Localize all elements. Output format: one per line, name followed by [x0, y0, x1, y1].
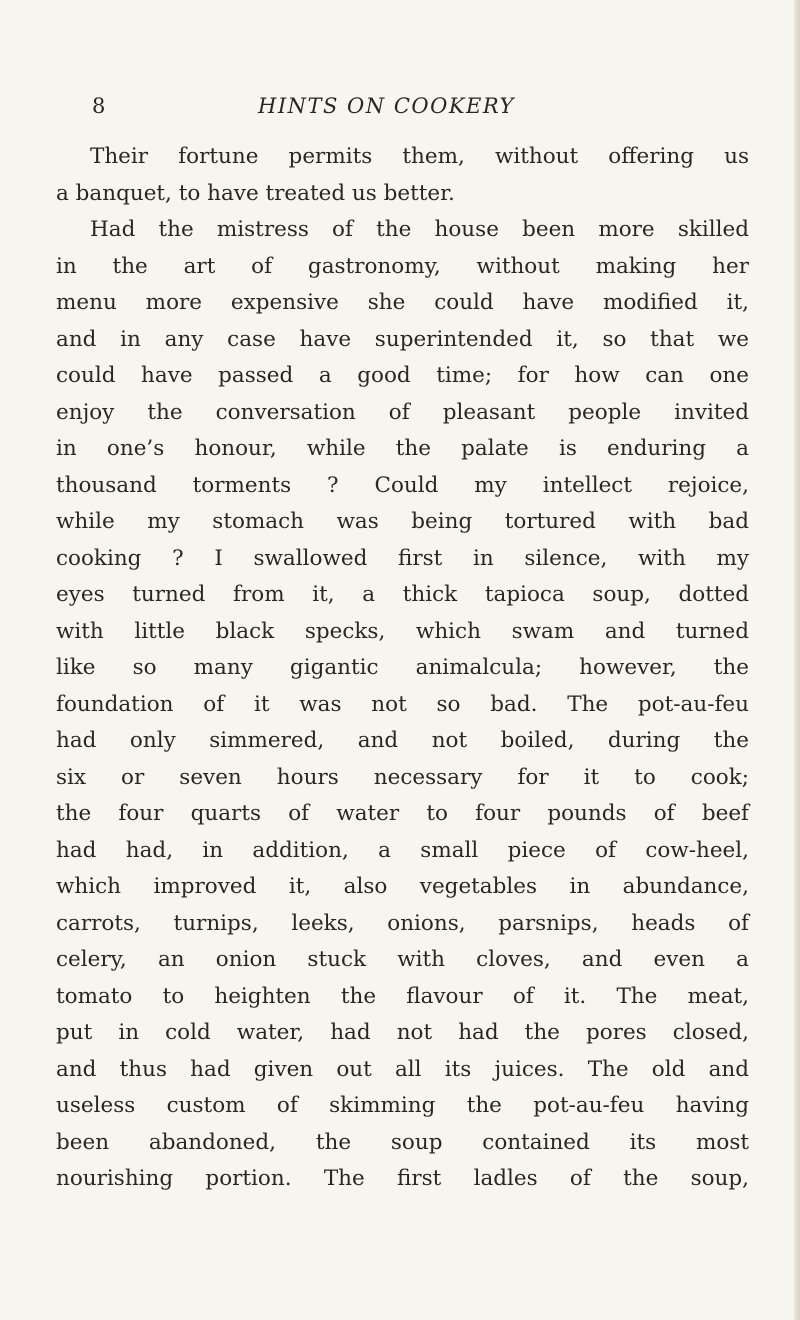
text-line: been abandoned, the soup contained its most — [56, 1129, 749, 1155]
text-line: in the art of gastronomy, without making her — [56, 253, 749, 279]
text-line: menu more expensive she could have modified it, — [56, 290, 749, 315]
text-line: and in any case have superintended it, so that we — [56, 326, 749, 352]
text-line: put in cold water, had not had the pores closed, — [56, 1020, 749, 1045]
text-line: like so many gigantic animalcula; however, the — [56, 655, 749, 680]
text-line: celery, an onion stuck with cloves, and even a — [56, 947, 749, 972]
text-line: had only simmered, and not boiled, during the — [56, 728, 749, 753]
text-line: a banquet, to have treated us better. — [56, 180, 455, 206]
text-line: with little black specks, which swam and turned — [56, 618, 749, 644]
text-line: useless custom of skimming the pot-au-feu having — [56, 1093, 749, 1118]
text-line: could have passed a good time; for how can one — [56, 363, 749, 388]
text-line: six or seven hours necessary for it to cook; — [56, 764, 749, 790]
text-line: in one’s honour, while the palate is enduring a — [56, 436, 749, 461]
page-number: 8 — [92, 94, 106, 118]
text-line: the four quarts of water to four pounds of beef — [56, 801, 749, 826]
body-text — [56, 139, 749, 1198]
text-line: thousand torments ? Could my intellect rejoice, — [56, 472, 749, 498]
text-line: Their fortune permits them, without offering us — [90, 144, 749, 169]
text-line: Had the mistress of the house been more skilled — [90, 217, 749, 242]
text-line: while my stomach was being tortured with bad — [56, 509, 749, 534]
text-line: cooking ? I swallowed first in silence, with my — [56, 545, 749, 571]
page-header — [0, 91, 800, 121]
text-line: which improved it, also vegetables in abundance, — [56, 874, 749, 899]
text-line: carrots, turnips, leeks, onions, parsnips, heads of — [56, 910, 749, 936]
running-head: HINTS ON COOKERY — [258, 94, 515, 118]
text-line: eyes turned from it, a thick tapioca soup, dotted — [56, 582, 749, 607]
text-line: tomato to heighten the flavour of it. The meat, — [56, 983, 749, 1009]
text-line: enjoy the conversation of pleasant people invited — [56, 399, 749, 425]
text-line: and thus had given out all its juices. The old and — [56, 1056, 749, 1082]
text-line: nourishing portion. The first ladles of the soup, — [56, 1166, 749, 1191]
page-edge — [794, 0, 800, 1320]
text-line: had had, in addition, a small piece of cow-heel, — [56, 837, 749, 863]
text-line: foundation of it was not so bad. The pot-au-feu — [56, 691, 749, 717]
